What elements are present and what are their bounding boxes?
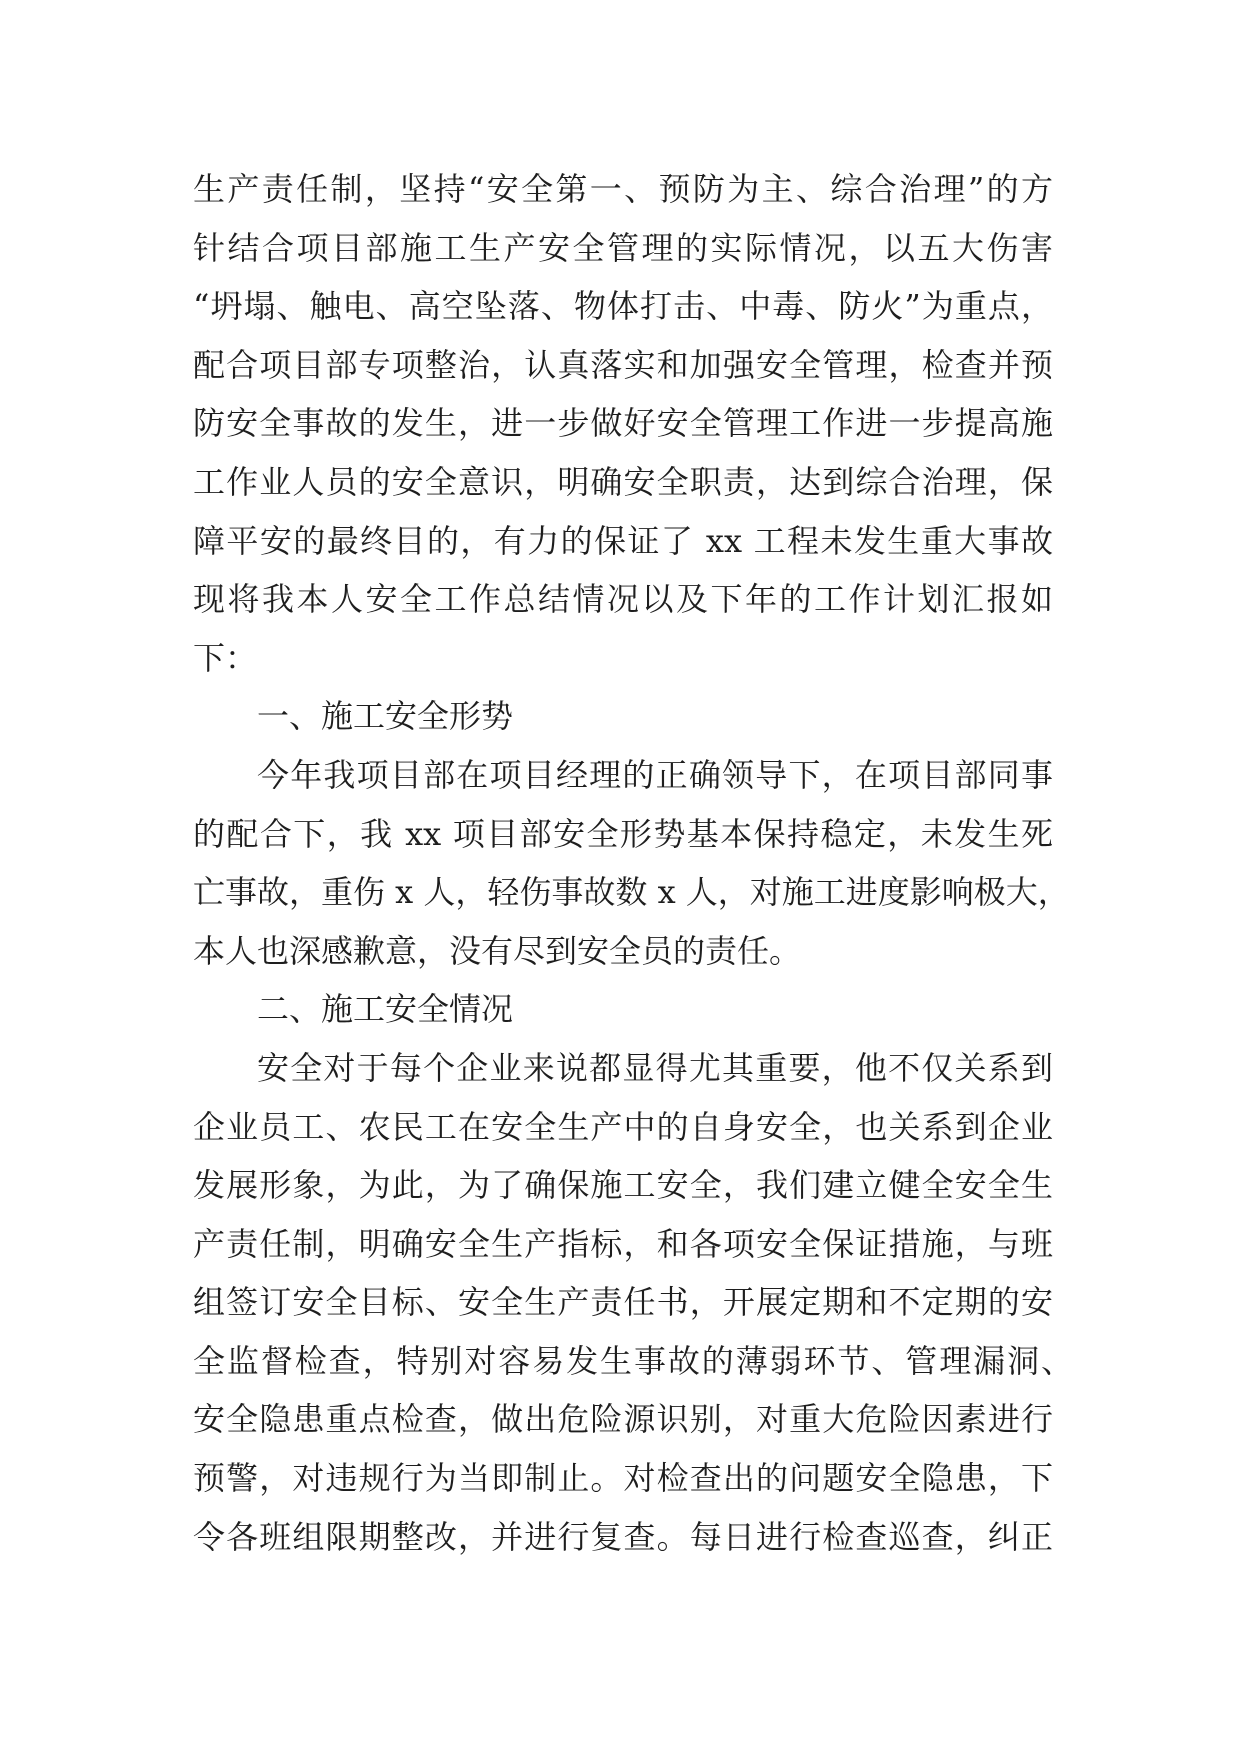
text-line: 安全隐患重点检查，做出危险源识别，对重大危险因素进行	[193, 1400, 1053, 1439]
text-line: 产责任制，明确安全生产指标，和各项安全保证措施，与班	[193, 1224, 1053, 1263]
text-line: 现将我本人安全工作总结情况以及下年的工作计划汇报如	[193, 580, 1053, 619]
document-body	[193, 160, 1073, 1566]
text-line: 组签订安全目标、安全生产责任书，开展定期和不定期的安	[193, 1283, 1053, 1322]
text-line: 生产责任制，坚持“安全第一、预防为主、综合治理”的方	[193, 170, 1053, 208]
text-line: 的配合下，我 xx 项目部安全形势基本保持稳定，未发生死	[193, 814, 1053, 853]
text-line: 防安全事故的发生，进一步做好安全管理工作进一步提高施	[193, 404, 1053, 443]
text-line: 发展形象，为此，为了确保施工安全，我们建立健全安全生	[193, 1166, 1053, 1205]
text-line: 亡事故，重伤 x 人，轻伤事故数 x 人，对施工进度影响极大，	[193, 873, 1070, 912]
text-line: 今年我项目部在项目经理的正确领导下，在项目部同事	[257, 755, 1053, 794]
text-line: 预警，对违规行为当即制止。对检查出的问题安全隐患，下	[193, 1459, 1053, 1498]
text-line: 令各班组限期整改，并进行复查。每日进行检查巡查，纠正	[193, 1517, 1053, 1556]
text-line: 本人也深感歉意，没有尽到安全员的责任。	[193, 931, 802, 970]
section-heading-1: 一、施工安全形势	[257, 697, 514, 736]
text-line: “坍塌、触电、高空坠落、物体打击、中毒、防火”为重点，	[193, 287, 1053, 326]
text-line: 配合项目部专项整治，认真落实和加强安全管理，检查并预	[193, 345, 1053, 384]
section-heading-2: 二、施工安全情况	[257, 990, 514, 1029]
text-line: 工作业人员的安全意识，明确安全职责，达到综合治理，保	[193, 462, 1053, 501]
text-line: 全监督检查，特别对容易发生事故的薄弱环节、管理漏洞、	[193, 1341, 1073, 1380]
text-line: 下：	[193, 638, 258, 677]
text-line: 企业员工、农民工在安全生产中的自身安全，也关系到企业	[193, 1107, 1053, 1146]
text-line: 障平安的最终目的，有力的保证了 xx 工程未发生重大事故	[193, 521, 1053, 560]
text-line: 安全对于每个企业来说都显得尤其重要，他不仅关系到	[257, 1048, 1053, 1087]
text-line: 针结合项目部施工生产安全管理的实际情况，以五大伤害	[193, 228, 1053, 267]
